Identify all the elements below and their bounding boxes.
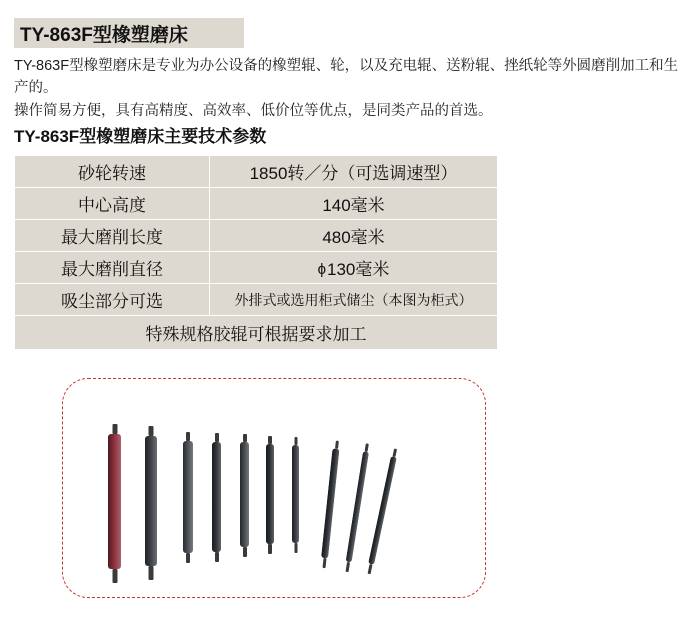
roller-body bbox=[240, 442, 249, 547]
roller-shaft-bottom bbox=[268, 544, 272, 554]
roller-5 bbox=[240, 434, 249, 557]
spec-section-heading: TY-863F型橡塑磨床主要技术参数 bbox=[14, 127, 267, 146]
spec-label: 吸尘部分可选 bbox=[15, 284, 210, 316]
table-row bbox=[15, 156, 498, 188]
roller-body bbox=[108, 434, 121, 569]
roller-2 bbox=[145, 426, 157, 580]
page-title-bar bbox=[14, 18, 244, 48]
roller-body bbox=[212, 442, 221, 552]
intro-paragraph-2: 操作简易方便，具有高精度、高效率、低价位等优点，是同类产品的首选。 bbox=[14, 103, 493, 119]
page-title: TY-863F型橡塑磨床 bbox=[20, 24, 188, 46]
spec-value-diameter bbox=[210, 252, 498, 284]
roller-shaft-top bbox=[243, 434, 247, 442]
table-row bbox=[15, 188, 498, 220]
spec-label: 砂轮转速 bbox=[15, 156, 210, 188]
roller-4 bbox=[212, 433, 221, 562]
roller-shaft-bottom bbox=[243, 547, 247, 557]
spec-label: 最大磨削直径 bbox=[15, 252, 210, 284]
roller-shaft-bottom bbox=[294, 543, 297, 553]
roller-3 bbox=[183, 432, 193, 563]
roller-shaft-bottom bbox=[112, 569, 117, 583]
roller-body bbox=[145, 436, 157, 566]
roller-body bbox=[266, 444, 274, 544]
roller-1 bbox=[108, 424, 121, 583]
spec-footer-note: 特殊规格胶辊可根据要求加工 bbox=[15, 316, 498, 350]
spec-value: 140毫米 bbox=[210, 188, 498, 220]
roller-shaft-bottom bbox=[215, 552, 219, 562]
roller-shaft-bottom bbox=[149, 566, 154, 580]
roller-6 bbox=[266, 436, 274, 554]
spec-table-body bbox=[15, 156, 498, 350]
table-row bbox=[15, 220, 498, 252]
roller-shaft-bottom bbox=[346, 562, 351, 572]
roller-shaft-top bbox=[294, 437, 297, 445]
table-row-footer bbox=[15, 316, 498, 350]
roller-shaft-top bbox=[268, 436, 272, 444]
spec-value-text: 130毫米 bbox=[327, 260, 390, 279]
diameter-symbol-icon: ϕ bbox=[317, 261, 327, 278]
roller-shaft-top bbox=[149, 426, 154, 436]
spec-label: 最大磨削长度 bbox=[15, 220, 210, 252]
table-row bbox=[15, 284, 498, 316]
roller-shaft-bottom bbox=[368, 564, 373, 574]
spec-value: 480毫米 bbox=[210, 220, 498, 252]
spec-label: 中心高度 bbox=[15, 188, 210, 220]
intro-text bbox=[14, 55, 686, 123]
table-row bbox=[15, 252, 498, 284]
roller-shaft-bottom bbox=[322, 558, 326, 568]
intro-paragraph-1: TY-863F型橡塑磨床是专业为办公设备的橡塑辊、轮，以及充电辊、送粉辊、挫纸轮等外圆磨削加工和生产的。 bbox=[14, 58, 679, 96]
roller-7 bbox=[292, 437, 299, 553]
roller-shaft-bottom bbox=[186, 553, 190, 563]
roller-body bbox=[183, 441, 193, 553]
spec-table bbox=[14, 155, 498, 350]
roller-shaft-top bbox=[186, 432, 190, 441]
roller-shaft-top bbox=[112, 424, 117, 434]
photo-dashed-border bbox=[62, 378, 486, 598]
roller-body bbox=[292, 445, 299, 543]
product-photo-area bbox=[0, 370, 700, 617]
roller-shaft-top bbox=[215, 433, 219, 442]
spec-value: 1850转／分（可选调速型） bbox=[210, 156, 498, 188]
spec-value: 外排式或选用柜式储尘（本图为柜式） bbox=[210, 284, 498, 316]
